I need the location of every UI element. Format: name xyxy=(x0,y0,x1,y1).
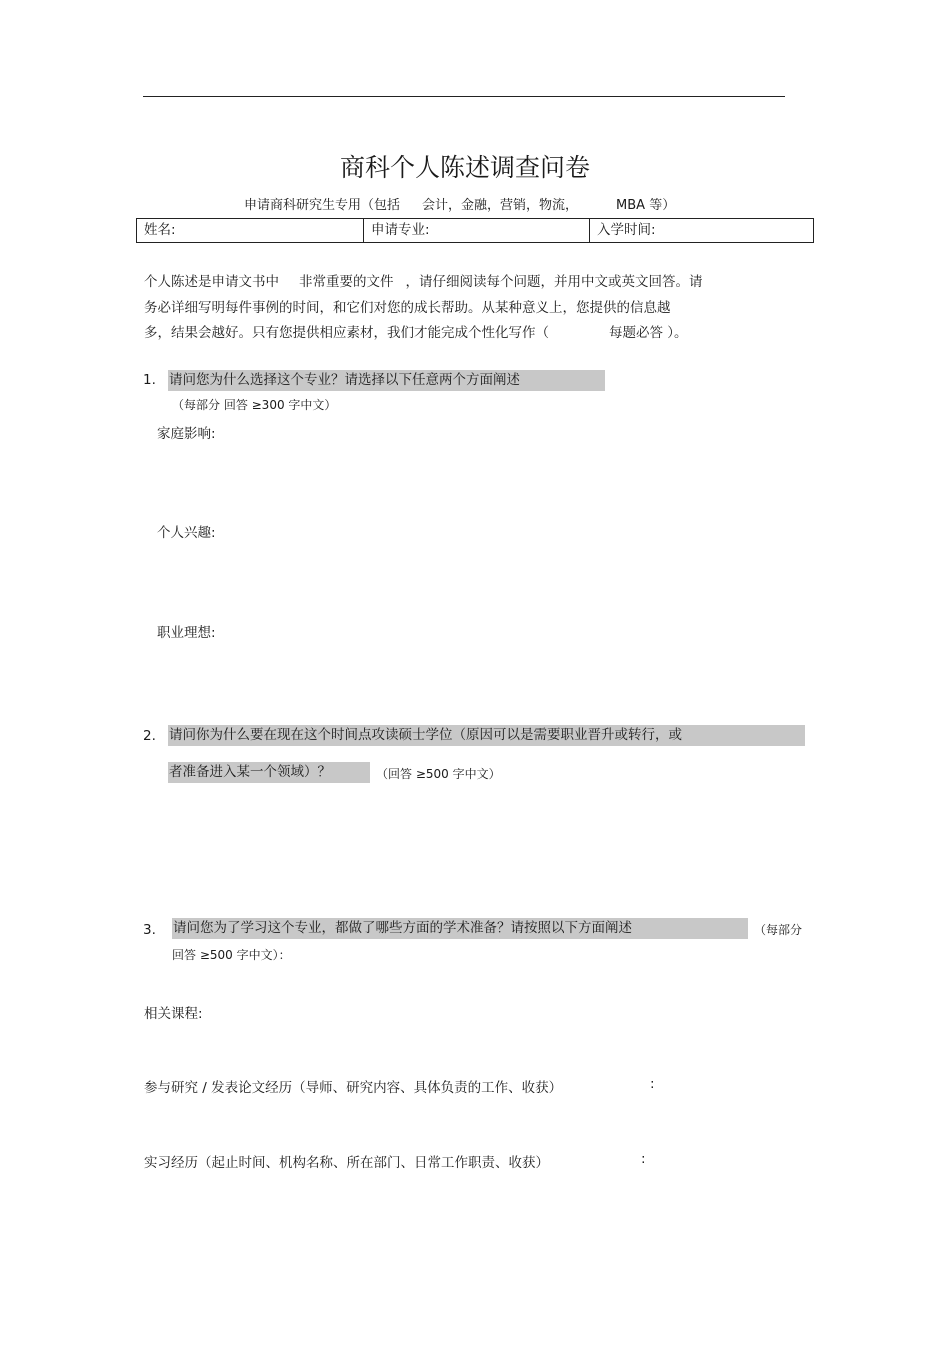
subtitle-part2: 会计，金融，营销，物流， xyxy=(422,198,579,213)
q1-career-goal-label: 职业理想: xyxy=(157,625,216,641)
q3-note-colon: ： xyxy=(278,948,291,962)
q3-research-colon: : xyxy=(650,1076,655,1092)
intro-emphasis: 非常重要的文件 xyxy=(299,274,394,290)
subtitle-part1: 申请商科研究生专用（包括 xyxy=(244,198,401,213)
q1-number: 1. xyxy=(143,372,156,388)
q1-family-influence-label: 家庭影响: xyxy=(157,426,216,442)
name-field[interactable]: 姓名: xyxy=(144,222,176,238)
intro-text: ，请仔细阅读每个问题，并用中文或英文回答。请 xyxy=(405,274,703,290)
applicant-info-table xyxy=(136,218,814,243)
q3-courses-label: 相关课程: xyxy=(144,1006,203,1022)
page-title: 商科个人陈述调查问卷 xyxy=(339,153,590,182)
q1-note: （每部分 回答 ≥300 字中文） xyxy=(172,398,337,412)
enrollment-time-field[interactable]: 入学时间: xyxy=(589,219,813,242)
q3-note-start: （每部分 xyxy=(754,923,803,937)
intro-text: 个人陈述是申请文书中 xyxy=(144,274,279,290)
intro-text: 每题必答 ）。 xyxy=(609,325,688,341)
intro-line-3 xyxy=(144,321,688,341)
header-rule xyxy=(143,96,785,97)
q2-question-line-2: 者准备进入某一个领域）？ xyxy=(168,762,370,783)
subtitle-part3: MBA 等） xyxy=(616,198,676,213)
q3-internship-label: 实习经历（起止时间、机构名称、所在部门、日常工作职责、收获） xyxy=(144,1155,549,1171)
q3-internship-colon: : xyxy=(641,1151,646,1167)
q2-question-line-1: 请问你为什么要在现在这个时间点攻读硕士学位（原因可以是需要职业晋升或转行，或 xyxy=(168,725,805,746)
q3-research-label: 参与研究 / 发表论文经历（导师、研究内容、具体负责的工作、收获） xyxy=(144,1080,563,1096)
intro-line-1 xyxy=(144,270,703,290)
q3-question: 请问您为了学习这个专业，都做了哪些方面的学术准备？请按照以下方面阐述 xyxy=(172,918,748,939)
intro-text: 多，结果会越好。只有您提供相应素材，我们才能完成个性化写作（ xyxy=(144,325,549,341)
q3-note-end xyxy=(172,946,291,963)
intro-line-2: 务必详细写明每件事例的时间，和它们对您的成长帮助。从某种意义上，您提供的信息越 xyxy=(144,300,671,316)
q2-number: 2. xyxy=(143,728,156,744)
q1-personal-interest-label: 个人兴趣: xyxy=(157,525,216,541)
q3-note-text: 回答 ≥500 字中文） xyxy=(172,948,279,962)
page-subtitle xyxy=(244,194,675,213)
q3-number: 3. xyxy=(143,922,156,938)
major-field[interactable]: 申请专业: xyxy=(363,219,589,242)
q1-question: 请问您为什么选择这个专业？请选择以下任意两个方面阐述 xyxy=(168,370,605,391)
q2-note: （回答 ≥500 字中文） xyxy=(376,767,501,781)
